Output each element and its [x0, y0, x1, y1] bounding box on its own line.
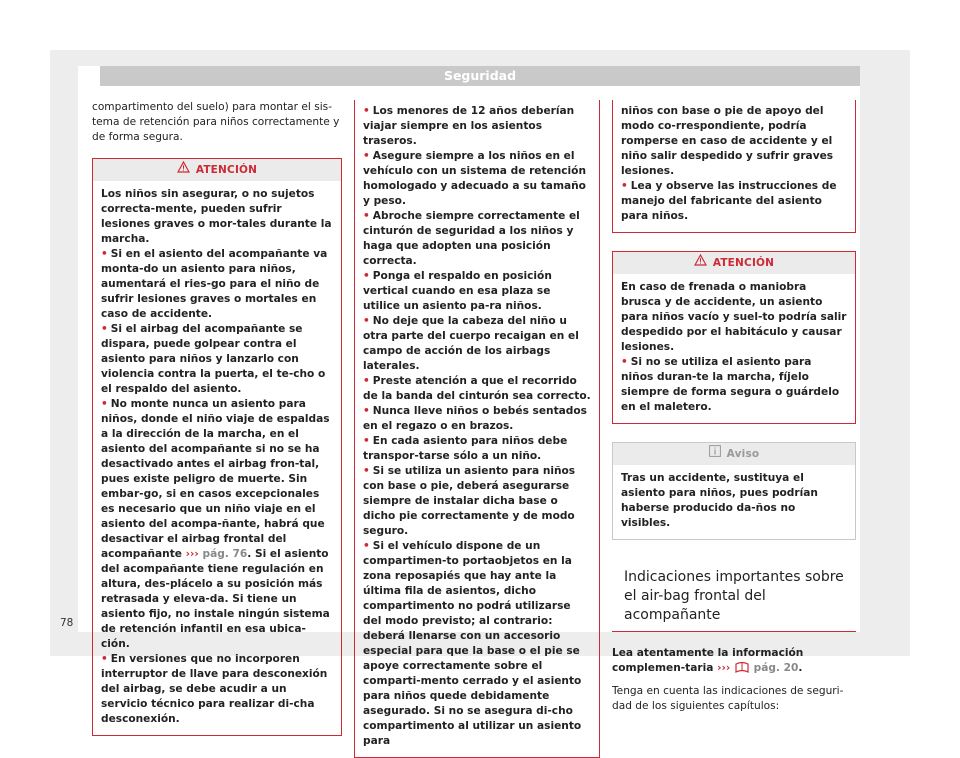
intro-paragraph: compartimento del suelo) para montar el sis-tema de retención para niños correctamente y de forma segura. — [92, 101, 340, 143]
book-icon — [734, 661, 750, 678]
reference-page: pág. 76 — [202, 548, 248, 560]
warning-item-text: Si no se utiliza el asiento para niños duran-te la marcha, fíjelo siempre de forma segura o guárdelo en el maletero. — [621, 356, 840, 413]
warning-item-text: En cada asiento para niños debe transpor-tarse sólo a un niño. — [363, 435, 568, 462]
warning-item-text: Ponga el respaldo en posición vertical cuando en esa plaza se utilice un asiento pa-ra niños. — [363, 270, 552, 312]
warning-item-text: Abroche siempre correctamente el cinturón de seguridad a los niños y haga que adopten una posición correcta. — [363, 210, 580, 267]
warning-item — [101, 652, 333, 727]
column-2 — [354, 100, 600, 758]
warning-item-text: Lea y observe las instrucciones de manejo del fabricante del asiento para niños. — [621, 180, 837, 222]
warning-box — [612, 251, 856, 424]
warning-item-text: En versiones que no incorporen interruptor de llave para desconexión del airbag, se debe acudir a un servicio técnico para realizar di-cha desconexión. — [101, 653, 328, 725]
warning-item — [363, 209, 591, 269]
warning-heading: ATENCIÓN — [712, 257, 775, 269]
warning-item — [363, 314, 591, 374]
column-1 — [92, 100, 342, 736]
warning-item-text: Si en el asiento del acompañante va monta-do un asiento para niños, aumentará el ries-go para el niño de sufrir lesiones graves o mortales en caso de accidente. — [101, 248, 328, 320]
cross-reference-link[interactable] — [717, 662, 798, 674]
bullet-icon: • — [101, 323, 108, 335]
warning-item — [363, 104, 591, 149]
warning-continuation-box — [612, 100, 856, 233]
reference-arrows: ››› — [185, 548, 199, 560]
read-more-text: . — [798, 662, 803, 674]
warning-item — [363, 404, 591, 434]
notice-header — [613, 443, 855, 465]
warning-item — [101, 247, 333, 322]
warning-body — [93, 181, 341, 735]
warning-item — [621, 355, 847, 415]
cross-reference-link[interactable] — [186, 548, 248, 560]
warning-continuation-body — [613, 100, 855, 232]
warning-item-text: Asegure siempre a los niños en el vehículo con un sistema de retención homologado y adecuado a su tamaño y peso. — [363, 150, 586, 207]
warning-continued-text: niños con base o pie de apoyo del modo co-rrespondiente, podría romperse en caso de accidente y el niño salir despedido y sufrir graves lesiones. — [621, 105, 834, 177]
warning-item — [621, 179, 847, 224]
warning-item-text: Si el vehículo dispone de un compartimen-to portaobjetos en la zona reposapiés que hay ante la última fila de asientos, dicho compartimento no podrá utilizarse del modo previsto; al contrario: deberá llenarse con un accesorio especial para que la base o el pie se apoye correctamente sobre el comparti-mento cerrado y el asiento para niños quede debidamente asegurado. Si no se asegura di-cho compartimento al utilizar un asiento para — [363, 540, 582, 747]
notice-heading: Aviso — [726, 448, 760, 460]
warning-continuation-box — [354, 100, 600, 758]
warning-continuation-body — [355, 100, 599, 757]
warning-item — [363, 539, 591, 749]
warning-heading: ATENCIÓN — [195, 164, 258, 176]
info-icon — [709, 443, 721, 465]
bullet-icon: • — [101, 398, 108, 410]
warning-item-text: Preste atención a que el recorrido de la banda del cinturón sea correcto. — [363, 375, 591, 402]
warning-item — [363, 434, 591, 464]
warning-item-text: Si se utiliza un asiento para niños con base o pie, deberá asegurarse siempre de instalar dicha base o dicho pie correctamente y de modo seguro. — [363, 465, 576, 537]
section-title: Indicaciones importantes sobre el air-bag frontal del acompañante — [612, 568, 856, 632]
page-header: Seguridad — [100, 66, 860, 86]
bullet-icon: • — [101, 248, 108, 260]
reference-arrows: ››› — [717, 662, 731, 674]
bullet-icon: • — [363, 105, 370, 117]
warning-item-text: No monte nunca un asiento para niños, donde el niño viaje de espaldas a la dirección de la marcha, en el asiento del acompañante si no se ha desactivado antes el airbag fron-tal, pues existe peligro de muerte. Sin embar-go, si en casos excepcionales es necesario que un niño viaje en el asiento del acompa-ñante, habrá que desactivar el airbag frontal del acompañante — [101, 398, 330, 560]
closing-paragraph: Tenga en cuenta las indicaciones de seguri-dad de los siguientes capítulos: — [612, 685, 844, 712]
warning-lead: En caso de frenada o maniobra brusca y de accidente, un asiento para niños vacío y suel-to podría salir despedido por el habitáculo y causar lesiones. — [621, 281, 847, 353]
warning-box — [92, 158, 342, 736]
warning-item-text: . Si el asiento del acompañante tiene regulación en altura, des-plácelo a su posición más retrasada y eleva-da. Si tiene un asiento fijo, no instale ningún sistema de retención infantil en esa ubica-ción. — [101, 548, 330, 650]
warning-header — [613, 252, 855, 274]
warning-item-text: Si el airbag del acompañante se dispara, puede golpear contra el asiento para niños y lanzarlo con violencia contra la puerta, el te-cho o el respaldo del asiento. — [101, 323, 326, 395]
warning-item-text: Los menores de 12 años deberían viajar siempre en los asientos traseros. — [363, 105, 575, 147]
bullet-icon: • — [363, 465, 370, 477]
warning-lead: Los niños sin asegurar, o no sujetos correcta-mente, pueden sufrir lesiones graves o mor-tales durante la marcha. — [101, 188, 332, 245]
bullet-icon: • — [621, 180, 628, 192]
warning-item — [363, 374, 591, 404]
page-number: 78 — [60, 617, 74, 629]
notice-body — [613, 465, 855, 539]
warning-item — [101, 397, 333, 652]
warning-item — [363, 464, 591, 539]
warning-body — [613, 274, 855, 423]
reference-page: pág. 20 — [753, 662, 799, 674]
warning-item — [101, 322, 333, 397]
bullet-icon: • — [621, 356, 628, 368]
warning-item — [363, 149, 591, 209]
bullet-icon: • — [363, 405, 370, 417]
bullet-icon: • — [363, 150, 370, 162]
bullet-icon: • — [363, 435, 370, 447]
bullet-icon: • — [101, 653, 108, 665]
bullet-icon: • — [363, 270, 370, 282]
notice-box — [612, 442, 856, 540]
column-3 — [612, 100, 856, 714]
warning-triangle-icon — [177, 159, 190, 181]
warning-triangle-icon — [694, 252, 707, 274]
bullet-icon: • — [363, 315, 370, 327]
read-more-text: Lea atentamente la información complemen-taria — [612, 647, 804, 674]
notice-text: Tras un accidente, sustituya el asiento para niños, pues podrían haberse producido da-ños no visibles. — [621, 472, 818, 529]
bullet-icon: • — [363, 375, 370, 387]
bullet-icon: • — [363, 210, 370, 222]
warning-item — [363, 269, 591, 314]
warning-item-text: Nunca lleve niños o bebés sentados en el regazo o en brazos. — [363, 405, 587, 432]
read-more-paragraph — [612, 646, 856, 678]
bullet-icon: • — [363, 540, 370, 552]
warning-item-text: No deje que la cabeza del niño u otra parte del cuerpo recaigan en el campo de acción de los airbags laterales. — [363, 315, 579, 372]
warning-header — [93, 159, 341, 181]
